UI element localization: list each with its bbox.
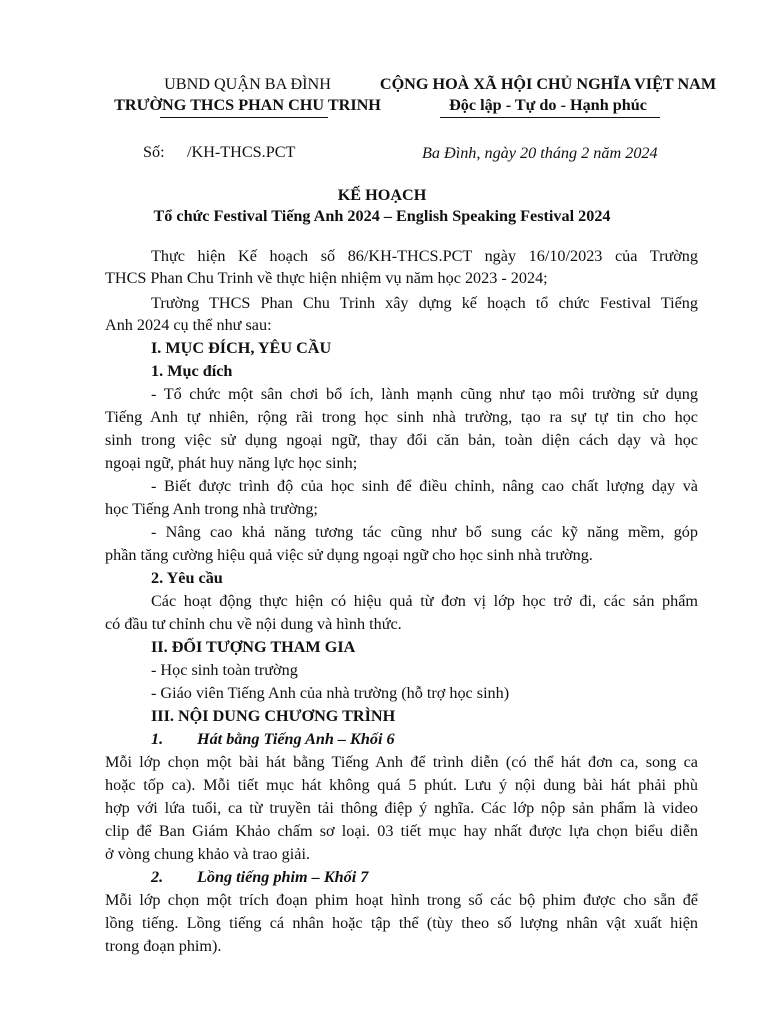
- program-item-1-line: ở vòng chung khảo và trao giải.: [105, 845, 311, 863]
- intro-paragraph-2-line: Trường THCS Phan Chu Trinh xây dựng kế hoạch tổ chức Festival Tiếng: [151, 294, 698, 312]
- intro-paragraph-1-line: Thực hiện Kế hoạch số 86/KH-THCS.PCT ngày 16/10/2023 của Trường: [151, 247, 698, 265]
- subsection-heading-purpose: 1. Mục đích: [151, 362, 233, 380]
- section-heading-2: II. ĐỐI TƯỢNG THAM GIA: [151, 638, 356, 656]
- motto-underline: [440, 117, 660, 118]
- intro-paragraph-2-line: Anh 2024 cụ thể như sau:: [105, 316, 272, 334]
- document-number-code: /KH-THCS.PCT: [187, 143, 296, 161]
- purpose-bullet-1-line: sinh trong việc sử dụng ngoại ngữ, thay đổi căn bản, toàn diện cách dạy và học: [105, 431, 698, 449]
- program-item-1-line: clip để Ban Giám Khảo chấm sơ loại. 03 tiết mục hay nhất được lựa chọn biểu diễn: [105, 822, 698, 840]
- national-motto: Độc lập - Tự do - Hạnh phúc: [449, 96, 647, 114]
- purpose-bullet-2-line: - Biết được trình độ của học sinh để điều chỉnh, nâng cao chất lượng dạy và: [151, 477, 698, 495]
- program-item-2-line: lồng tiếng. Lồng tiếng cá nhân hoặc tập thể (tùy theo số lượng nhân vật xuất hiện: [105, 914, 698, 932]
- requirements-paragraph-line: có đầu tư chỉnh chu về nội dung và hình thức.: [105, 615, 402, 633]
- program-item-1-line: Mỗi lớp chọn một bài hát bằng Tiếng Anh để trình diễn (có thể hát đơn ca, song ca: [105, 753, 698, 771]
- document-number-label: Số:: [143, 143, 165, 161]
- document-title: KẾ HOẠCH: [337, 186, 427, 204]
- program-item-2-number: 2.: [151, 868, 164, 886]
- program-item-2-line: Mỗi lớp chọn một trích đoạn phim hoạt hình trong số các bộ phim được cho sẵn để: [105, 891, 698, 909]
- place-and-date: Ba Đình, ngày 20 tháng 2 năm 2024: [422, 144, 658, 162]
- intro-paragraph-1-line: THCS Phan Chu Trinh về thực hiện nhiệm vụ năm học 2023 - 2024;: [105, 269, 548, 287]
- program-item-1-number: 1.: [151, 730, 164, 748]
- purpose-bullet-1-line: - Tổ chức một sân chơi bổ ích, lành mạnh cũng như tạo môi trường sử dụng: [151, 385, 698, 403]
- purpose-bullet-3-line: - Nâng cao khả năng tương tác cũng như bổ sung các kỹ năng mềm, góp: [151, 523, 698, 541]
- issuer-underline: [160, 117, 328, 118]
- section-heading-3: III. NỘI DUNG CHƯƠNG TRÌNH: [151, 707, 396, 725]
- issuer-authority: UBND QUẬN BA ĐÌNH: [164, 75, 331, 93]
- purpose-bullet-1-line: ngoại ngữ, phát huy năng lực học sinh;: [105, 454, 358, 472]
- program-item-1-title: Hát bằng Tiếng Anh – Khối 6: [197, 730, 395, 748]
- document-subtitle: Tổ chức Festival Tiếng Anh 2024 – English Speaking Festival 2024: [153, 207, 611, 225]
- program-item-2-title: Lồng tiếng phim – Khối 7: [197, 868, 369, 886]
- requirements-paragraph-line: Các hoạt động thực hiện có hiệu quả từ đơn vị lớp học trở đi, các sản phẩm: [151, 592, 698, 610]
- purpose-bullet-1-line: Tiếng Anh tự nhiên, rộng rãi trong học sinh nhà trường, tạo ra sự tự tin cho học: [105, 408, 698, 426]
- participant-item: - Giáo viên Tiếng Anh của nhà trường (hỗ trợ học sinh): [151, 684, 510, 702]
- issuer-school: TRƯỜNG THCS PHAN CHU TRINH: [114, 96, 381, 114]
- purpose-bullet-2-line: học Tiếng Anh trong nhà trường;: [105, 500, 318, 518]
- program-item-1-line: hoặc tốp ca). Mỗi tiết mục hát không quá 5 phút. Lưu ý nội dung bài hát phải phù: [105, 776, 698, 794]
- program-item-2-line: trong đoạn phim).: [105, 937, 222, 955]
- purpose-bullet-3-line: phần tăng cường hiệu quả việc sử dụng ngoại ngữ cho học sinh nhà trường.: [105, 546, 593, 564]
- national-title: CỘNG HOÀ XÃ HỘI CHỦ NGHĨA VIỆT NAM: [379, 75, 717, 93]
- subsection-heading-requirements: 2. Yêu cầu: [151, 569, 223, 587]
- participant-item: - Học sinh toàn trường: [151, 661, 298, 679]
- program-item-1-line: hợp với lứa tuổi, ca từ truyền tải thông điệp ý nghĩa. Các lớp nộp sản phẩm là video: [105, 799, 698, 817]
- section-heading-1: I. MỤC ĐÍCH, YÊU CẦU: [151, 339, 332, 357]
